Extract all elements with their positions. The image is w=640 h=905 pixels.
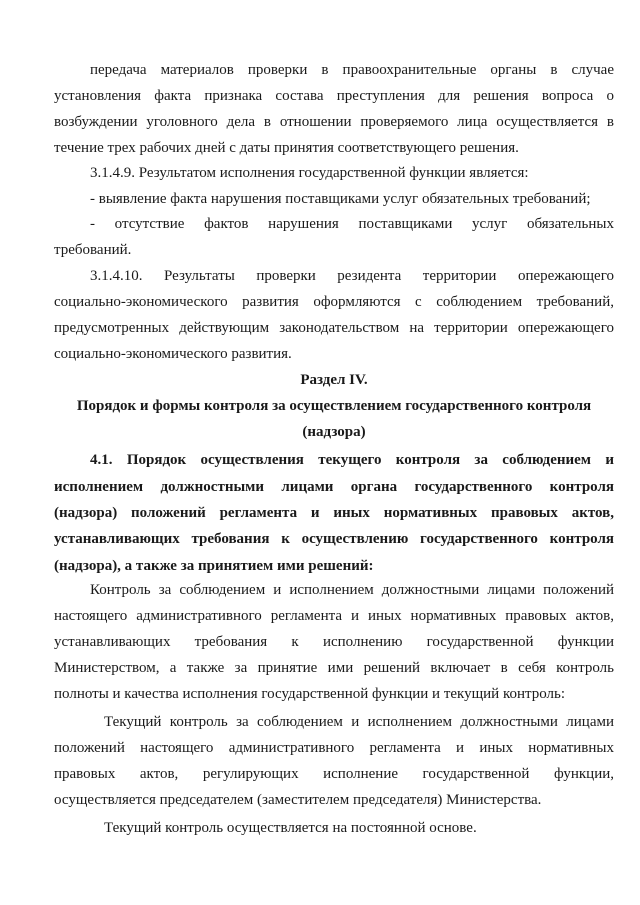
section-number: Раздел IV. [300, 372, 368, 388]
text-line: предусмотренных действующим законодательством на территории опережающего [54, 320, 614, 336]
list-item: - отсутствие фактов нарушения поставщиками услуг обязательных [90, 216, 614, 232]
text-line: передача материалов проверки в правоохранительные органы в случае [90, 62, 614, 78]
text-line: осуществляется председателем (заместителем председателя) Министерства. [54, 792, 542, 808]
text-line: 3.1.4.10. Результаты проверки резидента территории опережающего [90, 268, 614, 284]
text-line: течение трех рабочих дней с даты принятия соответствующего решения. [54, 140, 519, 156]
text-line: правовых актов, регулирующих исполнение государственной функции, [54, 766, 614, 782]
text-line: социально-экономического развития оформляются с соблюдением требований, [54, 294, 614, 310]
subsection-heading: 4.1. Порядок осуществления текущего контроля за соблюдением и [90, 452, 614, 468]
text-line: положений настоящего административного регламента и иных нормативных [54, 740, 614, 756]
list-item: - выявление факта нарушения поставщиками услуг обязательных требований; [90, 191, 591, 207]
text-line: требований. [54, 242, 132, 258]
text-line: полноты и качества исполнения государственной функции и текущий контроль: [54, 686, 566, 702]
text-line: социально-экономического развития. [54, 346, 292, 362]
text-line: Текущий контроль осуществляется на постоянной основе. [104, 820, 477, 836]
text-line: 3.1.4.9. Результатом исполнения государственной функции является: [90, 165, 529, 181]
section-title-continuation: (надзора) [302, 424, 366, 440]
text-line: устанавливающих требования к исполнению государственной функции [54, 634, 614, 650]
subsection-heading: устанавливающих требования к осуществлению государственного контроля [54, 531, 614, 547]
text-line: Текущий контроль за соблюдением и исполнением должностными лицами [104, 714, 614, 730]
text-line: установления факта признака состава преступления для решения вопроса о [54, 88, 614, 104]
text-line: возбуждении уголовного дела в отношении проверяемого лица осуществляется в [54, 114, 614, 130]
subsection-heading: исполнением должностными лицами органа государственного контроля [54, 479, 614, 495]
subsection-heading: (надзора) положений регламента и иных нормативных правовых актов, [54, 505, 614, 521]
text-line: настоящего административного регламента и иных нормативных правовых актов, [54, 608, 614, 624]
subsection-heading: (надзора), а также за принятием ими решений: [54, 558, 374, 574]
text-line: Министерством, а также за принятие ими решений включает в себя контроль [54, 660, 614, 676]
text-line: Контроль за соблюдением и исполнением должностными лицами положений [90, 582, 614, 598]
section-title: Порядок и формы контроля за осуществлением государственного контроля [76, 398, 592, 414]
